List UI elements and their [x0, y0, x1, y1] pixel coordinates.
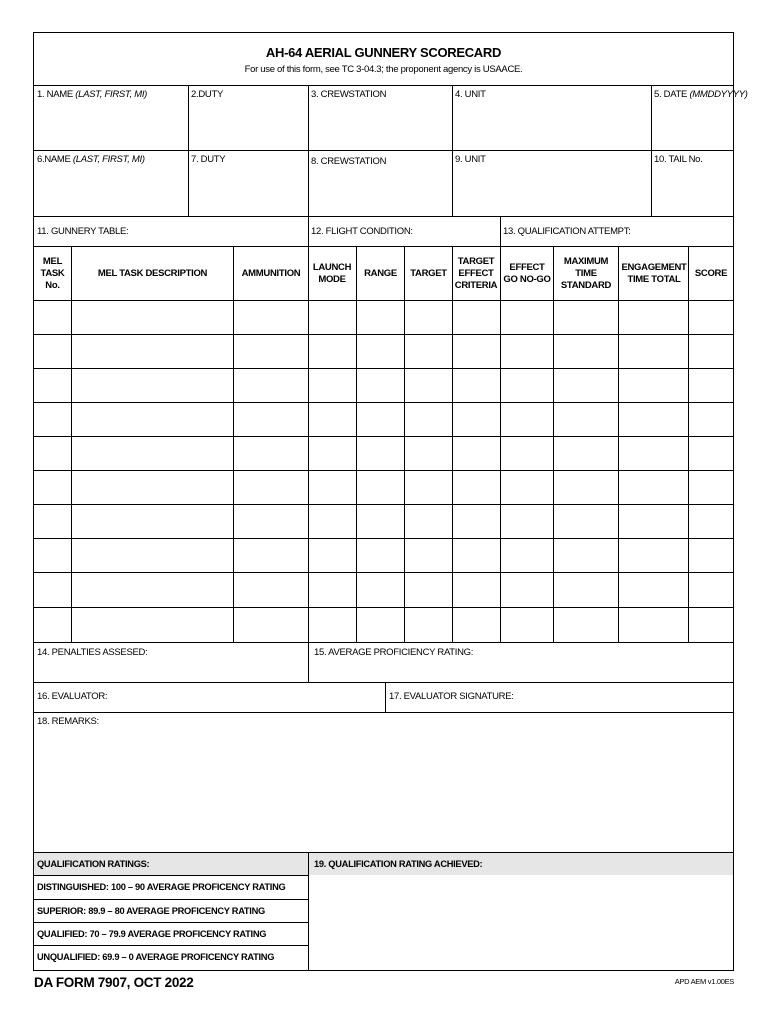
flight-condition-label: 12. FLIGHT CONDITION: [311, 226, 413, 237]
name-field-1[interactable] [34, 86, 188, 150]
tail-field[interactable] [652, 151, 733, 216]
rating-distinguished: DISTINGUISHED: 100 – 90 AVERAGE PROFICENCY RATING [37, 882, 286, 892]
table-row[interactable] [34, 471, 733, 504]
unit-field-2[interactable] [453, 151, 651, 216]
table-row[interactable] [34, 301, 733, 334]
penalties-field[interactable] [34, 643, 308, 682]
version-label: APD AEM v1.00ES [674, 977, 734, 986]
header-effect-go-no-go: EFFECT GO NO-GO [503, 261, 551, 285]
avg-rating-label: 15. AVERAGE PROFICIENCY RATING: [314, 647, 474, 658]
date-label: 5. DATE (MMDDYYYY) [654, 89, 748, 100]
crewstation-label-2: 8. CREWSTATION [311, 156, 387, 167]
header-engagement-time-total: ENGAGEMENT TIME TOTAL [621, 261, 687, 285]
table-row[interactable] [34, 505, 733, 538]
unit-label-2: 9. UNIT [455, 154, 486, 165]
duty-label-1: 2.DUTY [191, 89, 223, 100]
duty-label-2: 7. DUTY [191, 154, 226, 165]
evaluator-label: 16. EVALUATOR: [37, 691, 108, 702]
form-number: DA FORM 7907, OCT 2022 [34, 975, 194, 990]
table-row[interactable] [34, 539, 733, 572]
name-label-2: 6.NAME (LAST, FIRST, MI) [37, 154, 145, 165]
divider [34, 216, 733, 217]
duty-field-2[interactable] [189, 151, 308, 216]
header-range: RANGE [364, 267, 397, 279]
table-row[interactable] [34, 437, 733, 470]
table-row[interactable] [34, 369, 733, 402]
divider [500, 216, 501, 246]
header-target-effect-criteria: TARGET EFFECT CRITERIA [454, 255, 498, 291]
name-field-2[interactable] [34, 151, 188, 216]
table-row[interactable] [34, 608, 733, 642]
evaluator-signature-label: 17. EVALUATOR SIGNATURE: [389, 691, 514, 702]
crewstation-field-1[interactable] [309, 86, 452, 150]
rating-superior: SUPERIOR: 89.9 – 80 AVERAGE PROFICENCY RATING [37, 906, 265, 916]
unit-label-1: 4. UNIT [455, 89, 486, 100]
gunnery-table-label: 11. GUNNERY TABLE: [37, 226, 129, 237]
table-row[interactable] [34, 335, 733, 368]
table-row[interactable] [34, 573, 733, 607]
header-target: TARGET [410, 267, 447, 279]
qualification-attempt-label: 13. QUALIFICATION ATTEMPT: [503, 226, 631, 237]
date-field[interactable] [652, 86, 733, 150]
divider [34, 875, 308, 876]
divider [34, 945, 308, 946]
scorecard-form [33, 32, 748, 971]
header-maximum-time-standard: MAXIMUM TIME STANDARD [560, 255, 612, 291]
name-label-1: 1. NAME (LAST, FIRST, MI) [37, 89, 148, 100]
header-launch-mode: LAUNCH MODE [312, 261, 352, 285]
remarks-label: 18. REMARKS: [37, 716, 99, 727]
unit-field-1[interactable] [453, 86, 651, 150]
header-score: SCORE [694, 267, 728, 279]
table-row[interactable] [34, 403, 733, 436]
qualification-ratings-header: QUALIFICATION RATINGS: [37, 859, 150, 869]
remarks-field[interactable] [34, 713, 733, 852]
rating-unqualified: UNQUALIFIED: 69.9 – 0 AVERAGE PROFICENCY RATING [37, 952, 275, 962]
rating-achieved-label: 19. QUALIFICATION RATING ACHIEVED: [314, 859, 483, 869]
divider [34, 922, 308, 923]
divider [34, 899, 308, 900]
crewstation-label-1: 3. CREWSTATION [311, 89, 387, 100]
rating-qualified: QUALIFIED: 70 – 79.9 AVERAGE PROFICENCY RATING [37, 929, 267, 939]
evaluator-signature-field[interactable] [386, 683, 733, 712]
form-title: AH-64 AERIAL GUNNERY SCORECARD [265, 45, 502, 60]
rating-achieved-field[interactable] [309, 876, 733, 970]
avg-rating-field[interactable] [309, 643, 733, 682]
penalties-label: 14. PENALTIES ASSESED: [37, 647, 148, 658]
header-mel-task-no: MEL TASK No. [40, 255, 65, 291]
duty-field-1[interactable] [189, 86, 308, 150]
header-mel-task-description: MEL TASK DESCRIPTION [97, 267, 208, 279]
form-subtitle: For use of this form, see TC 3-04.3; the proponent agency is USAACE. [244, 64, 523, 75]
evaluator-field[interactable] [34, 683, 385, 712]
crewstation-field-2[interactable] [309, 151, 452, 216]
tail-label: 10. TAIL No. [654, 154, 703, 165]
header-ammunition: AMMUNITION [241, 267, 301, 279]
